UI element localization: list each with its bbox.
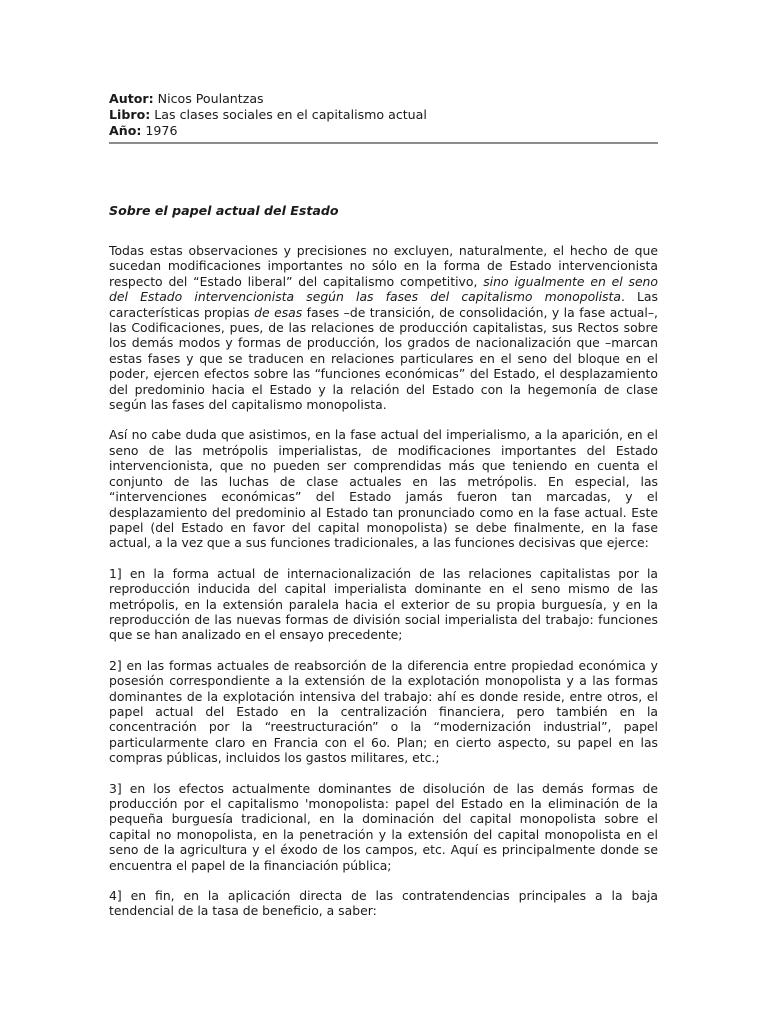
section-title: Sobre el papel actual del Estado [109, 203, 339, 218]
document-header [109, 91, 658, 139]
author-value: Nicos Poulantzas [153, 91, 264, 106]
year-value: 1976 [141, 123, 178, 138]
paragraph-text: Todas estas observaciones y precisiones no excluyen, naturalmente, el hecho de que sucedan modificaciones importantes no sólo en la forma de Estado intervencionista respecto del “Estado liberal” del capitalismo competitivo, [109, 243, 658, 289]
list-item-paragraph: 1] en la forma actual de internacionalización de las relaciones capitalistas por la reproducción inducida del capital imperialista dominante en el seno mismo de las metrópolis, en la extensión paralela hacia el exterior de su propia burguesía, y en la reproducción de las nuevas formas de división social imperialista del trabajo: funciones que se han analizado en el ensayo precedente; [109, 565, 658, 643]
paragraph-text: . Las características propias [109, 289, 658, 320]
paragraph: Así no cabe duda que asistimos, en la fase actual del imperialismo, a la aparición, en el seno de las metrópolis imperialistas, de modificaciones importantes del Estado intervencionista, que no pueden ser comprendidas más que teniendo en cuenta el conjunto de las luchas de clase actuales en las metrópolis. En especial, las “intervenciones económicas” del Estado jamás fueron tan marcadas, y el desplazamiento del predominio al Estado tan pronunciado como en la fase actual. Este papel (del Estado en favor del capital monopolista) se debe finalmente, en la fase actual, a la vez que a sus funciones tradicionales, a las funciones decisivas que ejerce: [109, 427, 658, 551]
book-value: Las clases sociales en el capitalismo actual [150, 107, 427, 122]
list-item-paragraph: 2] en las formas actuales de reabsorción de la diferencia entre propiedad económica y posesión correspondiente a la extensión de la explotación monopolista y a las formas dominantes de la explotación intensiva del trabajo: ahí es donde reside, entre otros, el papel actual del Estado en la centralización financiera, pero también en la concentración por la “reestructuración” o la “modernización industrial”, papel particularmente claro en Francia con el 6o. Plan; en cierto aspecto, su papel en las compras públicas, incluidos los gastos militares, etc.; [109, 657, 658, 766]
paragraph-italic-text: sino igualmente en el seno del Estado intervencionista según las fases del capitalismo monopolista [109, 273, 658, 305]
list-item-paragraph: 4] en fin, en la aplicación directa de las contratendencias principales a la baja tendencial de la tasa de beneficio, a saber: [109, 888, 658, 919]
year-label: Año: [109, 123, 142, 138]
author-line [109, 91, 658, 107]
paragraph-text: fases –de transición, de consolidación, y la fase actual–, las Codificaciones, pues, de las relaciones de producción capitalistas, sus Rectos sobre los demás modos y formas de producción, los grados de nacionalización que –marcan estas fases y que se traducen en relaciones particulares en el seno del bloque en el poder, ejercen efectos sobre las “funciones económicas” del Estado, el desplazamiento del predominio hacia el Estado y la relación del Estado con la hegemonía de clase según las fases del capitalismo monopolista. [109, 304, 658, 413]
header-divider [109, 142, 658, 144]
book-line [109, 107, 658, 123]
year-line [109, 123, 658, 139]
list-item-paragraph: 3] en los efectos actualmente dominantes de disolución de las demás formas de producción por el capitalismo 'monopolista: papel del Estado en la eliminación de la pequeña burguesía tradicional, en la dominación del capital monopolista sobre el capital no monopolista, en la penetración y la extensión del capital monopolista en el seno de la agricultura y el éxodo de los campos, etc. Aquí es principalmente donde se encuentra el papel de la financiación pública; [109, 780, 658, 873]
paragraph [109, 243, 658, 412]
book-label: Libro: [109, 107, 151, 122]
paragraph-italic-text: de esas [254, 304, 303, 320]
author-label: Autor: [109, 91, 154, 106]
document-page [109, 91, 658, 919]
